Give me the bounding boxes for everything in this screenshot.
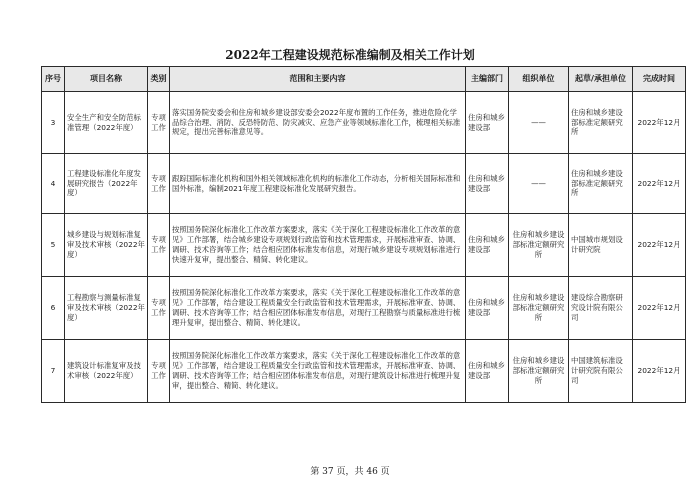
header-name: 项目名称 xyxy=(65,67,148,92)
cell-time: 2022年12月 xyxy=(633,214,686,277)
cell-no: 3 xyxy=(42,92,65,154)
cell-no: 6 xyxy=(42,277,65,340)
table-row xyxy=(42,92,686,154)
cell-name: 安全生产和安全防范标准管理（2022年度） xyxy=(65,92,148,154)
table-row xyxy=(42,154,686,214)
cell-no: 7 xyxy=(42,340,65,403)
cell-org: 住房和城乡建设部标准定额研究所 xyxy=(509,277,569,340)
cell-time: 2022年12月 xyxy=(633,340,686,403)
table-row xyxy=(42,277,686,340)
cell-lead: 中国城市规划设计研究院 xyxy=(569,214,633,277)
cell-name: 工程建设标准化年度发展研究报告（2022年度） xyxy=(65,154,148,214)
header-category: 类别 xyxy=(148,67,170,92)
cell-category: 专项工作 xyxy=(148,340,170,403)
cell-lead: 中国建筑标准设计研究院有限公司 xyxy=(569,340,633,403)
cell-dept: 住房和城乡建设部 xyxy=(466,214,509,277)
cell-scope: 按照国务院深化标准化工作改革方案要求，落实《关于深化工程建设标准化工作改革的意见》工作部署，结合城乡建设专项规划行政监管和技术管理需求，开展标准审查、协调、调研、技术咨询等工作；结合相应团体标准发布信息，对现行城乡建设专项规划标准进行快速升复审，提出整合、精简、转化建议。 xyxy=(170,214,466,277)
cell-category: 专项工作 xyxy=(148,214,170,277)
cell-time: 2022年12月 xyxy=(633,154,686,214)
cell-dept: 住房和城乡建设部 xyxy=(466,92,509,154)
work-plan-table xyxy=(41,66,686,403)
cell-scope: 跟踪国际标准化机构和国外相关领域标准化机构的标准化工作动态，分析相关国际标准和国外标准，编制2021年度工程建设标准化发展研究报告。 xyxy=(170,154,466,214)
cell-name: 工程勘察与测量标准复审及技术审核（2022年度） xyxy=(65,277,148,340)
cell-dept: 住房和城乡建设部 xyxy=(466,277,509,340)
page-number: 第 37 页，共 46 页 xyxy=(310,467,390,477)
cell-scope: 按照国务院深化标准化工作改革方案要求，落实《关于深化工程建设标准化工作改革的意见》工作部署，结合建设工程质量安全行政监管和技术管理需求，开展标准审查、协调、调研、技术咨询等工作；结合相应团体标准发布信息，对现行建筑设计标准进行梳理升复审，提出整合、精简、转化建议。 xyxy=(170,340,466,403)
cell-scope: 按照国务院深化标准化工作改革方案要求，落实《关于深化工程建设标准化工作改革的意见》工作部署，结合建设工程质量安全行政监管和技术管理需求，开展标准审查、协调、调研、技术咨询等工作；结合相应团体标准发布信息，对现行工程勘察与质量标准进行梳理升复审，提出整合、精简、转化建议。 xyxy=(170,277,466,340)
cell-name: 建筑设计标准复审及技术审核（2022年度） xyxy=(65,340,148,403)
cell-time: 2022年12月 xyxy=(633,277,686,340)
cell-org: —— xyxy=(509,154,569,214)
cell-lead: 住房和城乡建设部标准定额研究所 xyxy=(569,154,633,214)
cell-org: 住房和城乡建设部标准定额研究所 xyxy=(509,214,569,277)
cell-name: 城乡建设与规划标准复审及技术审核（2022年度） xyxy=(65,214,148,277)
header-scope: 范围和主要内容 xyxy=(170,67,466,92)
table-row xyxy=(42,214,686,277)
cell-lead: 住房和城乡建设部标准定额研究所 xyxy=(569,92,633,154)
document-title: 2022年工程建设规范标准编制及相关工作计划 xyxy=(225,48,475,62)
header-lead: 起草/承担单位 xyxy=(569,67,633,92)
cell-time: 2022年12月 xyxy=(633,92,686,154)
cell-scope: 落实国务院安委会和住房和城乡建设部安委会2022年度布置的工作任务，推进危险化学品综合治理、消防、反恐特防范、防灾减灾、应急产业等领域标准化工作，梳理相关标准规定，提出完善标准意见等。 xyxy=(170,92,466,154)
header-dept: 主编部门 xyxy=(466,67,509,92)
cell-org: 住房和城乡建设部标准定额研究所 xyxy=(509,340,569,403)
cell-category: 专项工作 xyxy=(148,92,170,154)
header-time: 完成时间 xyxy=(633,67,686,92)
cell-category: 专项工作 xyxy=(148,277,170,340)
cell-no: 4 xyxy=(42,154,65,214)
cell-dept: 住房和城乡建设部 xyxy=(466,154,509,214)
cell-no: 5 xyxy=(42,214,65,277)
table-row xyxy=(42,340,686,403)
cell-dept: 住房和城乡建设部 xyxy=(466,340,509,403)
header-org: 组织单位 xyxy=(509,67,569,92)
cell-category: 专项工作 xyxy=(148,154,170,214)
cell-org: —— xyxy=(509,92,569,154)
cell-lead: 建设综合勘察研究设计院有限公司 xyxy=(569,277,633,340)
table-header-row xyxy=(42,67,686,92)
header-no: 序号 xyxy=(42,67,65,92)
